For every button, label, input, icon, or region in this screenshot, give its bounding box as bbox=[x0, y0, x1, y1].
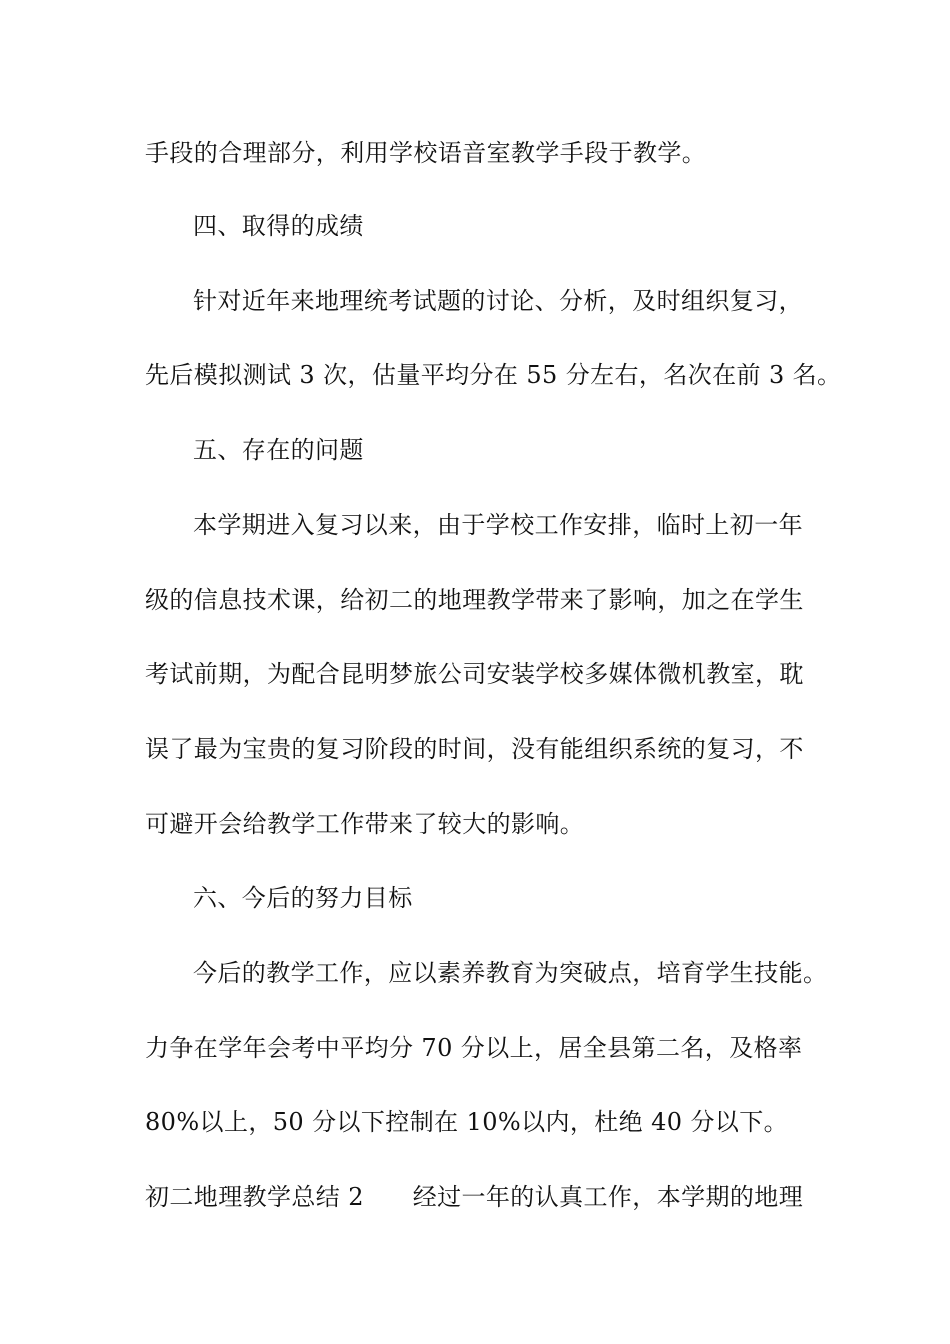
section-heading: 五、存在的问题 bbox=[193, 436, 364, 464]
paragraph-line: 误了最为宝贵的复习阶段的时间，没有能组织系统的复习，不 bbox=[145, 735, 804, 763]
paragraph-line: 80%以上，50 分以下控制在 10%以内，杜绝 40 分以下。 bbox=[145, 1108, 789, 1136]
paragraph-line: 手段的合理部分，利用学校语音室教学手段于教学。 bbox=[145, 139, 707, 167]
paragraph-line: 先后模拟测试 3 次，估量平均分在 55 分左右，名次在前 3 名。 bbox=[145, 361, 842, 389]
paragraph-line: 级的信息技术课，给初二的地理教学带来了影响，加之在学生 bbox=[145, 586, 804, 614]
paragraph-line: 考试前期，为配合昆明梦旅公司安装学校多媒体微机教室，耽 bbox=[145, 660, 804, 688]
paragraph-line: 初二地理教学总结 2 经过一年的认真工作，本学期的地理 bbox=[145, 1183, 804, 1211]
section-heading: 四、取得的成绩 bbox=[193, 212, 364, 240]
paragraph-line: 力争在学年会考中平均分 70 分以上，居全县第二名，及格率 bbox=[145, 1034, 803, 1062]
paragraph-line: 可避开会给教学工作带来了较大的影响。 bbox=[145, 810, 585, 838]
paragraph-line: 针对近年来地理统考试题的讨论、分析，及时组织复习， bbox=[193, 287, 803, 315]
section-heading: 六、今后的努力目标 bbox=[193, 884, 413, 912]
paragraph-line: 本学期进入复习以来，由于学校工作安排，临时上初一年 bbox=[193, 511, 803, 539]
paragraph-line: 今后的教学工作，应以素养教育为突破点，培育学生技能。 bbox=[193, 959, 828, 987]
